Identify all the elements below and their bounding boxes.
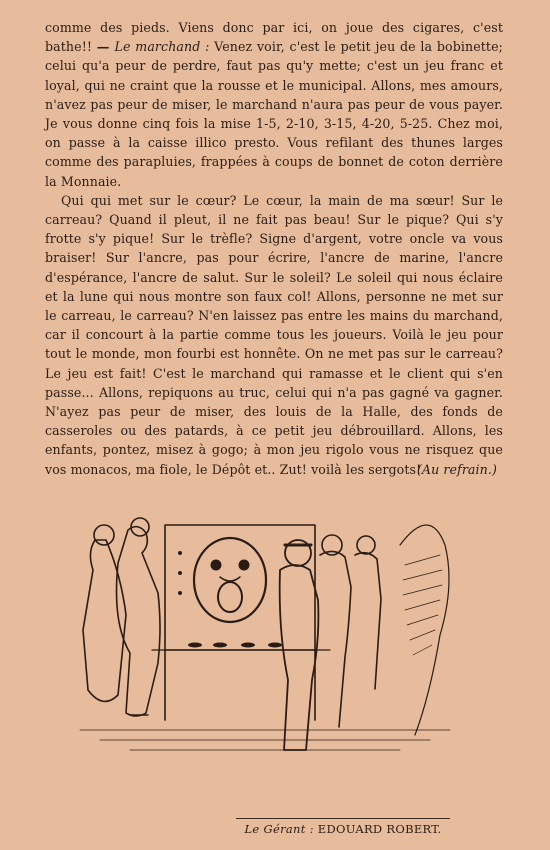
body-text <box>45 18 503 479</box>
paragraph-2 <box>45 191 503 479</box>
footer-label: Le Gérant : <box>244 822 314 836</box>
merchant-speech: Venez voir, c'est le petit jeu de la bobinette; celui qu'a peur de perdre, faut pas qu'y mette; c'est un jeu franc et loyal, qui ne craint que la rousse et le municipal. Allons, mes amours, n'avez pas peur de miser, le marchand n'aura pas peur de vous payer. Je vous donne cinq fois la mise 1-5, 2-10, 3-15, 4-20, 5-25. Chez moi, on passe à la caisse illico presto. Vous refilant des thunes larges comme des parapluies, frappées à coups de bonnet de coton derrière la Monnaie. <box>45 39 503 189</box>
opening-line: comme des pieds. Viens donc par ici, on joue des cigares, c'est bathe!! <box>45 20 503 55</box>
footer-rule <box>236 818 450 819</box>
footer <box>236 822 450 836</box>
em-dash: — <box>96 39 115 55</box>
speaker-label: Le marchand : <box>114 39 210 55</box>
paragraph-2-text: Qui qui met sur le cœur? Le cœur, la main de ma sœur! Sur le carreau? Quand il pleut, il ne fait pas beau! Sur le pique? Qui s'y frotte s'y pique! Sur le trèfle? Signe d'argent, votre oncle va vous braiser! Sur l'ancre, pas pour écrire, l'ancre de marine, l'ancre d'espérance, l'ancre de salut. Sur le soleil? Le soleil qui nous éclaire et la lune qui nous montre son faux col! Allons, personne ne met sur le carreau, le carreau? N'en laissez pas entre les mains du marchand, car il concourt à la partie comme tous les joueurs. Voilà le jeu pour tout le monde, mon fourbi est honnête. On ne met pas sur le carreau? Le jeu est fait! C'est le marchand qui ramasse et le client qui s'en passe... Allons, repiquons au truc, celui qui n'a pas gagné va gagner. N'ayez pas peur de miser, des louis de la Halle, des fonds de casseroles ou des patards, à ce petit jeu débrouillard. Allons, les enfants, pontez, misez à gogo; à mon jeu rigolo vous ne risquez que vos monacos, ma fiole, le Dépôt et.. Zut! voilà les sergots! <box>45 192 503 477</box>
refrain-note: (Au refrain.) <box>416 461 497 477</box>
fairground-wheel-of-fortune-engraving <box>70 505 460 770</box>
footer-name: EDOUARD ROBERT. <box>317 822 442 836</box>
paragraph-1 <box>45 18 503 191</box>
